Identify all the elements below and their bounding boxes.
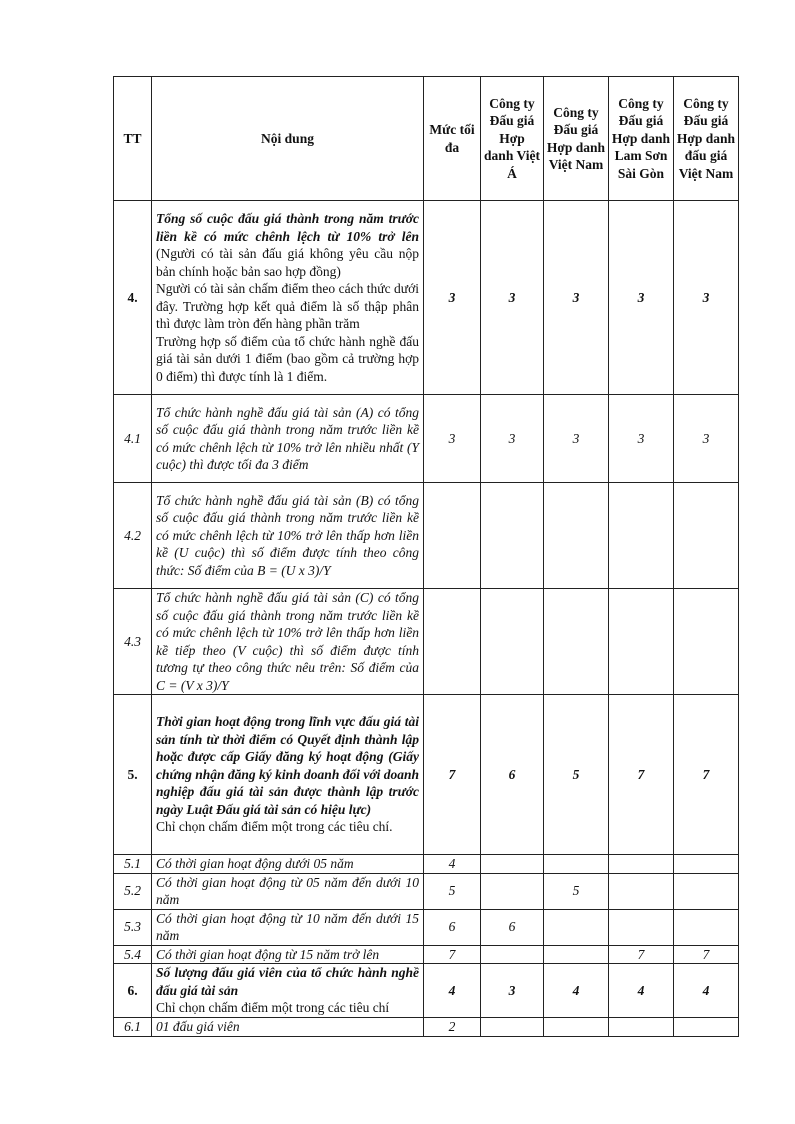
row-value: 5 <box>544 695 609 855</box>
row-tt: 4.1 <box>114 395 152 483</box>
row-value: 5 <box>544 873 609 909</box>
header-muc-toi-da: Mức tối đa <box>424 77 481 201</box>
scoring-table <box>113 76 739 1037</box>
header-tt: TT <box>114 77 152 201</box>
row-text: Tổ chức hành nghề đấu giá tài sản (C) có tổng số cuộc đấu giá thành trong năm trước liền kề có mức chênh lệch từ 10% trở lên thấp hơn liền kề tiếp theo (V cuộc) thì số điểm được tính tương tự theo công thức nêu trên: Số điểm của C = (V x 3)/Y <box>152 589 424 695</box>
row-text: Trường hợp số điểm của tổ chức hành nghề đấu giá tài sản dưới 1 điểm (bao gồm cả trường hợp 0 điểm) thì được tính là 1 điểm. <box>156 333 419 384</box>
header-noi-dung: Nội dung <box>152 77 424 201</box>
row-value: 6 <box>481 695 544 855</box>
row-value: 4 <box>609 964 674 1018</box>
row-value <box>481 945 544 964</box>
row-value: 3 <box>609 201 674 395</box>
row-tt: 5. <box>114 695 152 855</box>
row-value <box>609 873 674 909</box>
row-content <box>152 964 424 1018</box>
row-value: 3 <box>481 395 544 483</box>
row-text: Có thời gian hoạt động từ 15 năm trở lên <box>152 945 424 964</box>
row-tt: 6.1 <box>114 1017 152 1036</box>
header-col-lam-son: Công ty Đấu giá Hợp danh Lam Sơn Sài Gòn <box>609 77 674 201</box>
row-title: Số lượng đấu giá viên của tổ chức hành nghề đấu giá tài sản <box>156 965 419 998</box>
table-row <box>114 201 739 395</box>
row-value <box>481 855 544 874</box>
row-value <box>674 1017 739 1036</box>
row-tt: 5.1 <box>114 855 152 874</box>
header-col-viet-a: Công ty Đấu giá Hợp danh Việt Á <box>481 77 544 201</box>
row-value <box>544 909 609 945</box>
row-value <box>674 483 739 589</box>
row-max: 7 <box>424 945 481 964</box>
row-value <box>544 483 609 589</box>
table-row <box>114 909 739 945</box>
row-tt: 5.3 <box>114 909 152 945</box>
table-row <box>114 855 739 874</box>
row-text: Có thời gian hoạt động từ 05 năm đến dưới 10 năm <box>152 873 424 909</box>
row-text: Tổ chức hành nghề đấu giá tài sản (B) có tổng số cuộc đấu giá thành trong năm trước liền kề có mức chênh lệch từ 10% trở lên thấp hơn liền kề (U cuộc) thì số điểm được tính theo công thức: Số điểm của B = (U x 3)/Y <box>152 483 424 589</box>
row-value: 3 <box>544 201 609 395</box>
header-col-viet-nam: Công ty Đấu giá Hợp danh Việt Nam <box>544 77 609 201</box>
row-value <box>674 909 739 945</box>
row-value <box>674 589 739 695</box>
row-value <box>481 1017 544 1036</box>
table-row <box>114 873 739 909</box>
table-row <box>114 483 739 589</box>
row-max: 2 <box>424 1017 481 1036</box>
row-max <box>424 483 481 589</box>
row-max: 7 <box>424 695 481 855</box>
row-content <box>152 201 424 395</box>
table-row <box>114 964 739 1018</box>
row-value <box>609 909 674 945</box>
row-text: Chỉ chọn chấm điểm một trong các tiêu chí. <box>156 819 393 835</box>
row-value: 7 <box>609 945 674 964</box>
row-max: 6 <box>424 909 481 945</box>
table-row <box>114 589 739 695</box>
row-value: 3 <box>674 201 739 395</box>
row-max: 3 <box>424 395 481 483</box>
row-value <box>609 1017 674 1036</box>
row-content <box>152 695 424 855</box>
row-text: Chỉ chọn chấm điểm một trong các tiêu chí <box>156 1000 390 1015</box>
row-value: 4 <box>674 964 739 1018</box>
header-col-dau-gia-viet-nam: Công ty Đấu giá Hợp danh đấu giá Việt Nam <box>674 77 739 201</box>
row-tt: 4. <box>114 201 152 395</box>
row-max: 4 <box>424 855 481 874</box>
row-value: 3 <box>609 395 674 483</box>
table-row <box>114 695 739 855</box>
row-value: 7 <box>609 695 674 855</box>
row-text: Có thời gian hoạt động dưới 05 năm <box>152 855 424 874</box>
row-text: Người có tài sản chấm điểm theo cách thức dưới đây. Trường hợp kết quả điểm là số thập phân thì được làm tròn đến hàng phần trăm <box>156 281 419 331</box>
row-text: Có thời gian hoạt động từ 10 năm đến dưới 15 năm <box>152 909 424 945</box>
row-max: 4 <box>424 964 481 1018</box>
row-text: Tổ chức hành nghề đấu giá tài sản (A) có tổng số cuộc đấu giá thành trong năm trước liền kề có mức chênh lệch từ 10% trở lên nhiều nhất (Y cuộc) thì được tối đa 3 điểm <box>152 395 424 483</box>
row-value <box>674 873 739 909</box>
row-value <box>544 855 609 874</box>
row-text: (Người có tài sản đấu giá không yêu cầu nộp bản chính hoặc bản sao hợp đồng) <box>156 246 419 279</box>
row-value: 7 <box>674 945 739 964</box>
header-row <box>114 77 739 201</box>
row-value: 3 <box>481 201 544 395</box>
row-value: 4 <box>544 964 609 1018</box>
row-value <box>481 483 544 589</box>
row-tt: 4.3 <box>114 589 152 695</box>
row-text: 01 đấu giá viên <box>152 1017 424 1036</box>
row-value <box>609 855 674 874</box>
table-row <box>114 1017 739 1036</box>
table-row <box>114 945 739 964</box>
row-tt: 5.4 <box>114 945 152 964</box>
row-tt: 4.2 <box>114 483 152 589</box>
row-max <box>424 589 481 695</box>
row-value <box>481 873 544 909</box>
row-value <box>544 945 609 964</box>
row-title: Thời gian hoạt động trong lĩnh vực đấu giá tài sản tính từ thời điểm có Quyết định thành lập hoặc được cấp Giấy đăng ký hoạt động (Giấy chứng nhận đăng ký kinh doanh đối với doanh nghiệp đấu giá tài sản được thành lập trước ngày Luật Đấu giá tài sản có hiệu lực) <box>156 714 419 817</box>
row-value: 3 <box>674 395 739 483</box>
row-title: Tổng số cuộc đấu giá thành trong năm trước liền kề có mức chênh lệch từ 10% trở lên <box>156 211 419 244</box>
row-max: 3 <box>424 201 481 395</box>
row-value: 6 <box>481 909 544 945</box>
row-value: 7 <box>674 695 739 855</box>
row-tt: 6. <box>114 964 152 1018</box>
row-value <box>609 589 674 695</box>
row-value: 3 <box>481 964 544 1018</box>
table-row <box>114 395 739 483</box>
row-value <box>481 589 544 695</box>
row-value <box>674 855 739 874</box>
row-value <box>544 1017 609 1036</box>
row-tt: 5.2 <box>114 873 152 909</box>
row-max: 5 <box>424 873 481 909</box>
row-value <box>609 483 674 589</box>
row-value <box>544 589 609 695</box>
row-value: 3 <box>544 395 609 483</box>
